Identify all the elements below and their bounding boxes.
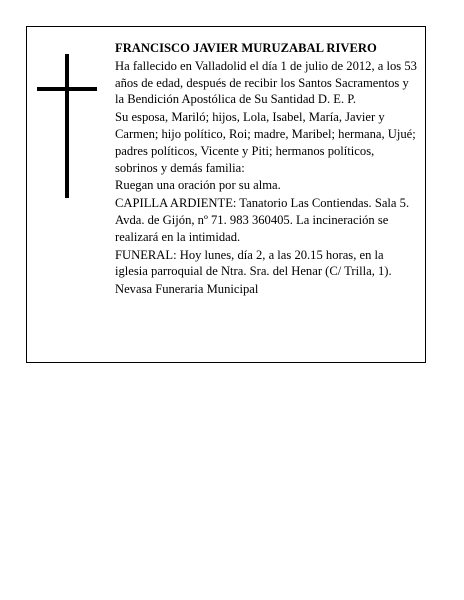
obituary-text xyxy=(115,40,417,299)
chapel-info: CAPILLA ARDIENTE: Tanatorio Las Contiendas. Sala 5. Avda. de Gijón, nº 71. 983 360405. La incineración se realizará en la intimidad. xyxy=(115,196,410,244)
deceased-name: FRANCISCO JAVIER MURUZABAL RIVERO xyxy=(115,41,377,55)
cross-vertical-bar xyxy=(65,54,69,198)
cross-horizontal-bar xyxy=(37,87,97,91)
funeral-home: Nevasa Funeraria Municipal xyxy=(115,282,259,297)
death-announcement: Ha fallecido en Valladolid el día 1 de julio de 2012, a los 53 años de edad, después de recibir los Santos Sacramentos y la Bendición Apostólica de Su Santidad D. E. P. xyxy=(115,58,417,107)
prayer-request: Ruegan una oración por su alma. xyxy=(115,178,281,193)
family-list: Su esposa, Mariló; hijos, Lola, Isabel, María, Javier y Carmen; hijo político, Roi; madre, Maribel; hermana, Ujué; padres políticos, Vicente y Piti; hermanos políticos, sobrinos y demás familia: xyxy=(115,110,416,175)
obituary-notice xyxy=(26,26,426,363)
latin-cross-icon xyxy=(37,54,97,198)
funeral-info: FUNERAL: Hoy lunes, día 2, a las 20.15 horas, en la iglesia parroquial de Ntra. Sra. del Henar (C/ Trilla, 1). xyxy=(115,247,392,279)
